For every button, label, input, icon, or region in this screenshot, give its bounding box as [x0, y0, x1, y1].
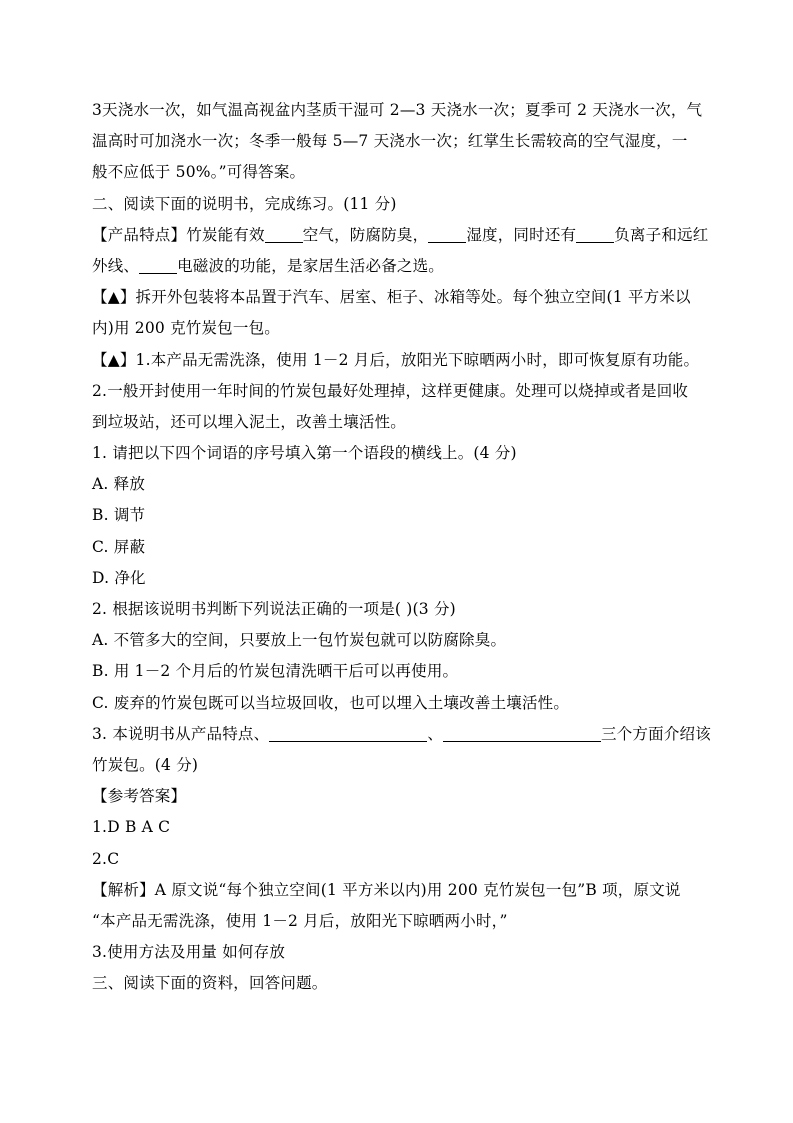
text-segment: 湿度，同时还有 — [466, 225, 577, 244]
option-b: B. 用 1－2 个月后的竹炭包清洗晒干后可以再使用。 — [92, 662, 459, 681]
fill-blank — [576, 224, 614, 243]
text-segment: 电磁波的功能，是家居生活必备之选。 — [177, 256, 445, 275]
answer-2: 2.C — [92, 849, 120, 868]
question-3 — [92, 719, 712, 750]
analysis-line: “本产品无需洗涤，使用 1－2 月后，放阳光下晾晒两小时，” — [92, 911, 508, 930]
text-line: 【▲】1.本产品无需洗涤，使用 1－2 月后，放阳光下晾晒两小时，即可恢复原有功能。 — [92, 350, 700, 369]
text-line: 内)用 200 克竹炭包一包。 — [92, 319, 280, 338]
text-line: 【▲】拆开外包装将本品置于汽车、居室、柜子、冰箱等处。每个独立空间(1 平方米以 — [92, 288, 691, 307]
fill-blank — [443, 723, 601, 742]
text-line: 到垃圾站，还可以埋入泥土，改善土壤活性。 — [92, 412, 407, 431]
option-c: C. 屏蔽 — [92, 537, 146, 556]
answer-3: 3.使用方法及用量 如何存放 — [92, 943, 286, 962]
fill-blank — [139, 255, 177, 274]
option-c: C. 废弃的竹炭包既可以当垃圾回收，也可以埋入土壤改善土壤活性。 — [92, 693, 570, 712]
text-segment: 三个方面介绍该 — [601, 724, 711, 743]
option-d: D. 净化 — [92, 568, 146, 587]
product-features-line — [92, 251, 712, 282]
text-line: 温高时可加浇水一次；冬季一般每 5—7 天浇水一次；红掌生长需较高的空气湿度，一 — [92, 132, 688, 151]
option-b: B. 调节 — [92, 506, 146, 525]
text-segment: 空气，防腐防臭， — [302, 225, 429, 244]
fill-blank — [269, 723, 427, 742]
answer-1: 1.D B A C — [92, 818, 171, 837]
text-line: 2.一般开封使用一年时间的竹炭包最好处理掉，这样更健康。处理可以烧掉或者是回收 — [92, 381, 689, 400]
question-1: 1. 请把以下四个词语的序号填入第一个语段的横线上。(4 分) — [92, 444, 517, 463]
section-heading: 三、阅读下面的资料，回答问题。 — [92, 974, 328, 993]
text-line: 竹炭包。(4 分) — [92, 755, 199, 774]
option-a: A. 释放 — [92, 475, 146, 494]
document-body — [92, 95, 712, 999]
text-segment: 【产品特点】竹炭能有效 — [92, 225, 265, 244]
answer-heading: 【参考答案】 — [92, 787, 187, 806]
text-line: 3天浇水一次，如气温高视盆内茎质干湿可 2—3 天浇水一次；夏季可 2 天浇水一次，气 — [92, 101, 703, 119]
fill-blank — [428, 224, 466, 243]
text-segment: 3. 本说明书从产品特点、 — [92, 724, 270, 743]
option-a: A. 不管多大的空间，只要放上一包竹炭包就可以防腐除臭。 — [92, 631, 507, 650]
text-line: 般不应低于 50%。”可得答案。 — [92, 163, 306, 182]
analysis-line: 【解析】A 原文说“每个独立空间(1 平方米以内)用 200 克竹炭包一包”B 项，原文说 — [92, 880, 681, 899]
fill-blank — [265, 224, 303, 243]
text-segment: 、 — [427, 724, 444, 743]
question-2: 2. 根据该说明书判断下列说法正确的一项是( )(3 分) — [92, 600, 456, 618]
product-features-line — [92, 220, 712, 251]
text-segment: 负离子和远红 — [614, 225, 709, 244]
text-segment: 外线、 — [92, 256, 140, 275]
section-heading: 二、阅读下面的说明书，完成练习。(11 分) — [92, 194, 397, 213]
